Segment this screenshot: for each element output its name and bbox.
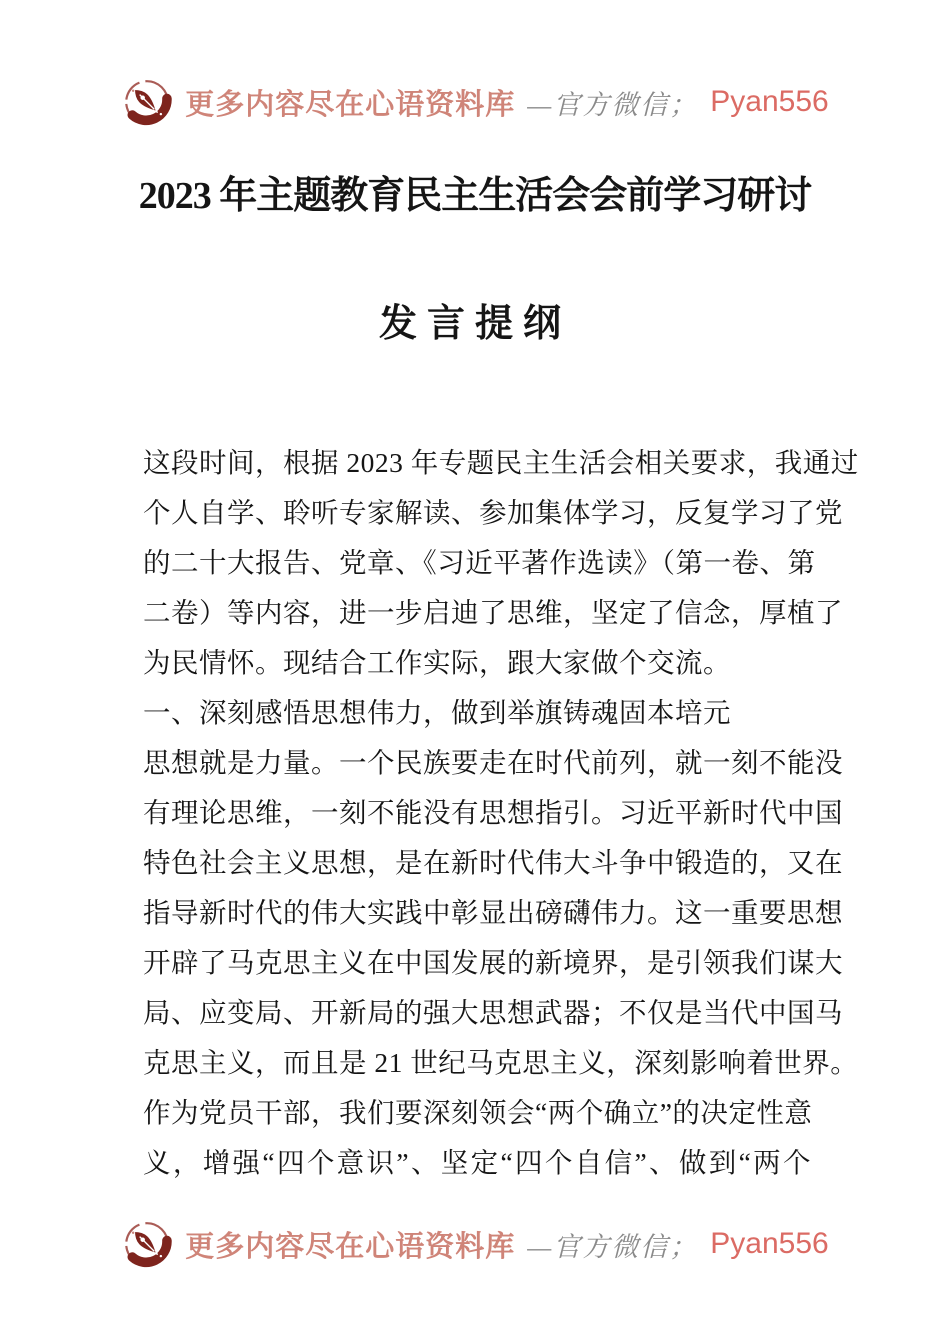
body-text-line: 有理论思维，一刻不能没有思想指引。习近平新时代中国	[143, 797, 843, 828]
body-text-line: 义，增强“四个意识”、坚定“四个自信”、做到“两个	[143, 1147, 811, 1178]
promo-wechat-label: —官方微信；	[527, 1231, 699, 1262]
body-text-line: 指导新时代的伟大实践中彰显出磅礴伟力。这一重要思想	[143, 897, 843, 928]
document-title-line1: 2023 年主题教育民主生活会会前学习研讨	[138, 175, 812, 217]
body-text-line: 作为党员干部，我们要深刻领会“两个确立”的决定性意	[143, 1097, 813, 1128]
promo-wechat-label: —官方微信；	[527, 89, 699, 120]
promo-site-text: 更多内容尽在心语资料库	[185, 1230, 516, 1263]
body-text-line: 二卷）等内容，进一步启迪了思维，坚定了信念，厚植了	[143, 597, 843, 628]
body-text-line: 为民情怀。现结合工作实际，跟大家做个交流。	[143, 647, 731, 678]
body-text-line: 这段时间，根据 2023 年专题民主生活会相关要求，我通过	[143, 447, 859, 478]
pen-seal-logo-icon	[121, 76, 173, 128]
promo-site-text: 更多内容尽在心语资料库	[185, 88, 516, 121]
body-text-line: 开辟了马克思主义在中国发展的新境界，是引领我们谋大	[143, 947, 843, 978]
body-text-line: 的二十大报告、党章、《习近平著作选读》（第一卷、第	[143, 547, 816, 578]
body-text-line: 特色社会主义思想，是在新时代伟大斗争中锻造的，又在	[143, 847, 843, 878]
header-promo-banner	[0, 0, 950, 128]
body-text-line: 思想就是力量。一个民族要走在时代前列，就一刻不能没	[143, 747, 843, 778]
pen-seal-logo-icon	[121, 1218, 173, 1270]
document-title-line2: 发言提纲	[378, 303, 571, 345]
body-text-line: 克思主义，而且是 21 世纪马克思主义，深刻影响着世界。	[143, 1047, 859, 1078]
body-text-line: 局、应变局、开新局的强大思想武器；不仅是当代中国马	[143, 997, 843, 1028]
body-text-line: 一、深刻感悟思想伟力，做到举旗铸魂固本培元	[143, 697, 731, 728]
body-text-line: 个人自学、聆听专家解读、参加集体学习，反复学习了党	[143, 497, 843, 528]
promo-wechat-id: Pyan556	[710, 85, 829, 118]
promo-wechat-id: Pyan556	[710, 1227, 829, 1260]
footer-promo-banner	[0, 1218, 950, 1270]
document-body	[143, 438, 859, 1188]
